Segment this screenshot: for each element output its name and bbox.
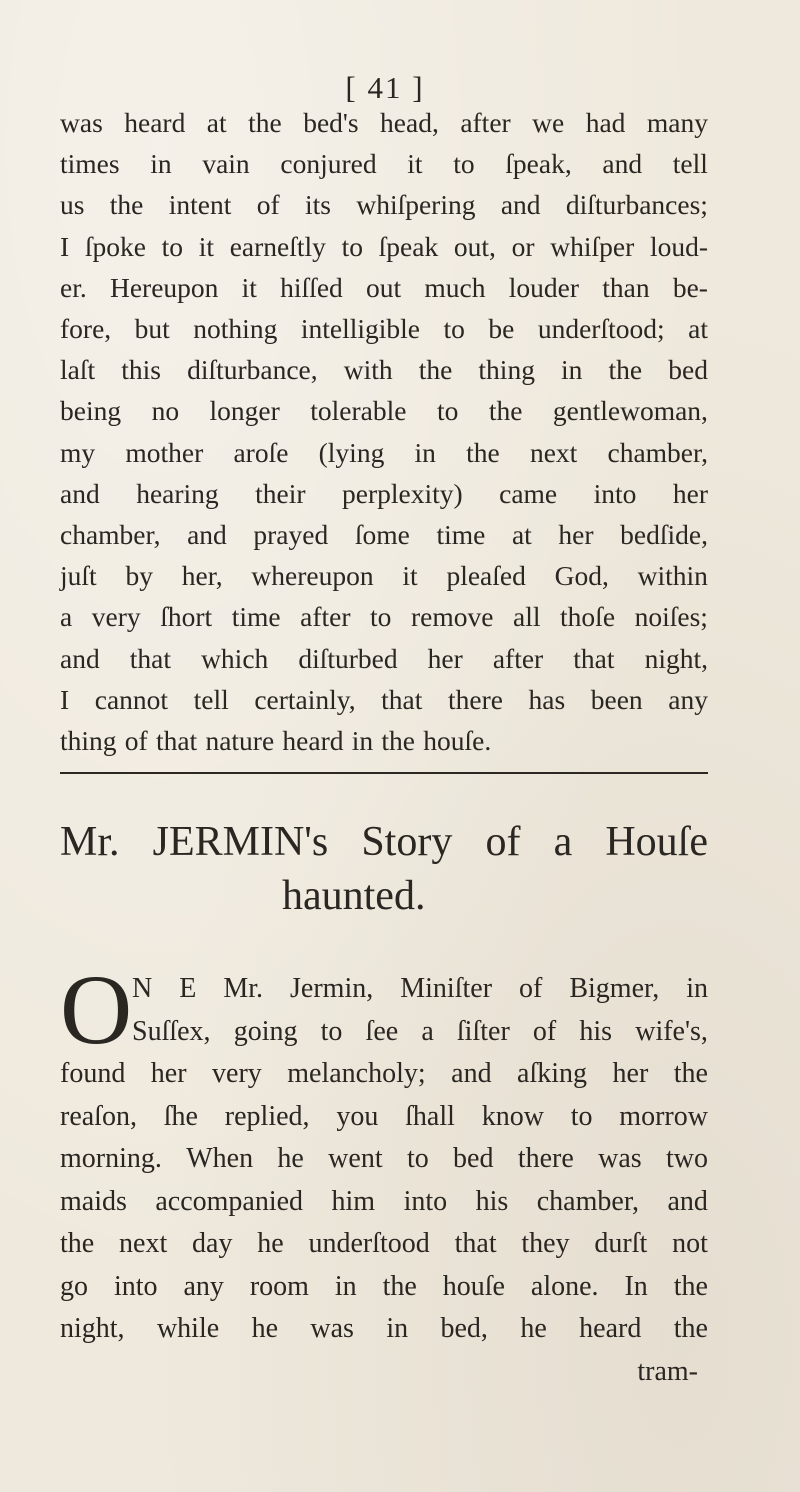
drop-cap: O: [60, 954, 133, 1065]
body-text-line: a very ſhort time after to remove all thoſe noiſes;: [60, 601, 708, 633]
body-text-line: being no longer tolerable to the gentlewoman,: [60, 395, 708, 427]
story-heading: [60, 815, 708, 923]
body-text-line: was heard at the bed's head, after we had many: [60, 107, 708, 138]
story-heading-line-2: haunted.: [282, 873, 426, 919]
body-text-line: and that which diſturbed her after that night,: [60, 642, 708, 674]
body-text-line: us the intent of its whiſpering and diſturbances;: [60, 189, 708, 221]
story-line: morning. When he went to bed there was two: [60, 1143, 708, 1174]
body-text-line: thing of that nature heard in the houſe.: [60, 725, 492, 757]
story-line: N E Mr. Jermin, Miniſter of Bigmer, in: [132, 973, 708, 1004]
body-text-line: my mother aroſe (lying in the next chamber,: [60, 436, 708, 468]
body-text-line: er. Hereupon it hiſſed out much louder than be-: [60, 271, 708, 303]
body-text-line: laſt this diſturbance, with the thing in the bed: [60, 354, 708, 386]
story-line: found her very melancholy; and aſking her the: [60, 1058, 708, 1089]
body-text-line: chamber, and prayed ſome time at her bedſide,: [60, 519, 708, 551]
body-text: [60, 102, 708, 761]
story-line: the next day he underſtood that they durſt not: [60, 1228, 708, 1259]
story-lines: [60, 954, 708, 1351]
body-text-line: fore, but nothing intelligible to be underſtood; at: [60, 313, 708, 345]
body-text-line: I cannot tell certainly, that there has been any: [60, 683, 708, 715]
story-text: [60, 954, 708, 1393]
page-number: [ 41 ]: [345, 70, 425, 105]
story-line: Suſſex, going to ſee a ſiſter of his wife's,: [132, 1015, 708, 1047]
story-line: maids accompanied him into his chamber, and: [60, 1185, 708, 1217]
story-line: night, while he was in bed, he heard the: [60, 1313, 708, 1344]
section-divider: [60, 772, 708, 774]
body-text-line: juſt by her, whereupon it pleaſed God, within: [60, 560, 708, 592]
body-text-line: and hearing their perplexity) came into her: [60, 477, 708, 509]
story-heading-line-1: Mr. JERMIN's Story of a Houſe: [60, 819, 708, 865]
body-text-line: times in vain conjured it to ſpeak, and tell: [60, 148, 708, 180]
story-line: reaſon, ſhe replied, you ſhall know to morrow: [60, 1100, 708, 1132]
body-text-line: I ſpoke to it earneſtly to ſpeak out, or whiſper loud-: [60, 230, 708, 262]
story-line: go into any room in the houſe alone. In the: [60, 1270, 708, 1302]
catchword: tram-: [637, 1355, 698, 1387]
